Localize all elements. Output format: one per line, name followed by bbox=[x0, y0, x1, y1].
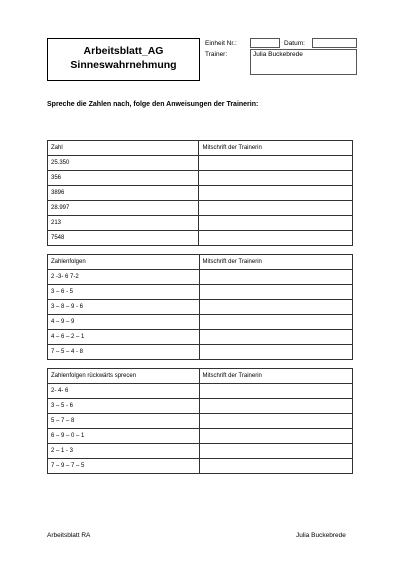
column-header-item: Zahlenfolgen rückwärts sprecen bbox=[48, 369, 200, 384]
notes-cell[interactable] bbox=[199, 186, 353, 201]
einheit-label: Einheit Nr.: bbox=[205, 40, 237, 47]
table-zahl bbox=[47, 140, 353, 246]
row-value: 5 – 7 – 8 bbox=[48, 414, 200, 429]
footer-right: Julia Buckebrede bbox=[296, 532, 346, 539]
table-row bbox=[48, 231, 353, 246]
table-row bbox=[48, 285, 353, 300]
table-row bbox=[48, 171, 353, 186]
table-row bbox=[48, 186, 353, 201]
notes-cell[interactable] bbox=[199, 384, 352, 399]
notes-cell[interactable] bbox=[199, 270, 352, 285]
notes-cell[interactable] bbox=[199, 171, 353, 186]
table-row bbox=[48, 414, 353, 429]
notes-cell[interactable] bbox=[199, 330, 352, 345]
table-row bbox=[48, 459, 353, 474]
row-value: 3 – 8 – 9 - 6 bbox=[48, 300, 200, 315]
einheit-field[interactable] bbox=[250, 38, 280, 48]
row-value: 2 -3- 6 7-2 bbox=[48, 270, 200, 285]
row-value: 7 – 5 – 4 - 8 bbox=[48, 345, 200, 360]
notes-cell[interactable] bbox=[199, 429, 352, 444]
title-box bbox=[47, 38, 200, 81]
row-value: 6 – 9 – 0 – 1 bbox=[48, 429, 200, 444]
row-value: 25.350 bbox=[48, 156, 199, 171]
notes-cell[interactable] bbox=[199, 216, 353, 231]
table-zahlenfolgen bbox=[47, 254, 353, 360]
notes-cell[interactable] bbox=[199, 156, 353, 171]
trainer-label: Trainer: bbox=[205, 51, 228, 58]
row-value: 7548 bbox=[48, 231, 199, 246]
trainer-field[interactable]: Julia Buckebrede bbox=[250, 49, 357, 75]
table-header-row bbox=[48, 255, 353, 270]
notes-cell[interactable] bbox=[199, 285, 352, 300]
notes-cell[interactable] bbox=[199, 444, 352, 459]
table-row bbox=[48, 216, 353, 231]
row-value: 4 – 6 – 2 – 1 bbox=[48, 330, 200, 345]
notes-cell[interactable] bbox=[199, 201, 353, 216]
column-header-notes: Mitschrift der Trainerin bbox=[199, 141, 353, 156]
row-value: 4 – 9 – 9 bbox=[48, 315, 200, 330]
column-header-item: Zahlenfolgen bbox=[48, 255, 200, 270]
notes-cell[interactable] bbox=[199, 231, 353, 246]
notes-cell[interactable] bbox=[199, 414, 352, 429]
datum-field[interactable] bbox=[312, 38, 357, 48]
table-row bbox=[48, 345, 353, 360]
title-line-1: Arbeitsblatt_AG bbox=[83, 45, 164, 57]
table-row bbox=[48, 399, 353, 414]
table-header-row bbox=[48, 141, 353, 156]
notes-cell[interactable] bbox=[199, 459, 352, 474]
table-row bbox=[48, 444, 353, 459]
row-value: 3 – 5 - 6 bbox=[48, 399, 200, 414]
notes-cell[interactable] bbox=[199, 315, 352, 330]
row-value: 3896 bbox=[48, 186, 199, 201]
table-row bbox=[48, 270, 353, 285]
column-header-item: Zahl bbox=[48, 141, 199, 156]
notes-cell[interactable] bbox=[199, 300, 352, 315]
table-header-row bbox=[48, 369, 353, 384]
row-value: 7 – 9 – 7 – 5 bbox=[48, 459, 200, 474]
table-row bbox=[48, 330, 353, 345]
row-value: 356 bbox=[48, 171, 199, 186]
notes-cell[interactable] bbox=[199, 399, 352, 414]
table-row bbox=[48, 156, 353, 171]
table-row bbox=[48, 384, 353, 399]
datum-label: Datum: bbox=[284, 40, 305, 47]
row-value: 213 bbox=[48, 216, 199, 231]
table-row bbox=[48, 315, 353, 330]
table-row bbox=[48, 201, 353, 216]
title-line-2: Sinneswahrnehmung bbox=[70, 59, 177, 71]
row-value: 3 – 6 - 5 bbox=[48, 285, 200, 300]
instruction-text: Spreche die Zahlen nach, folge den Anweisungen der Trainerin: bbox=[47, 101, 259, 108]
column-header-notes: Mitschrift der Trainerin bbox=[199, 369, 352, 384]
table-row bbox=[48, 300, 353, 315]
table-zahlenfolgen-rueckwaerts bbox=[47, 368, 353, 474]
notes-cell[interactable] bbox=[199, 345, 352, 360]
row-value: 2- 4- 6 bbox=[48, 384, 200, 399]
row-value: 28.997 bbox=[48, 201, 199, 216]
row-value: 2 – 1 - 3 bbox=[48, 444, 200, 459]
footer-left: Arbeitsblatt RA bbox=[47, 532, 91, 539]
column-header-notes: Mitschrift der Trainerin bbox=[199, 255, 352, 270]
table-row bbox=[48, 429, 353, 444]
